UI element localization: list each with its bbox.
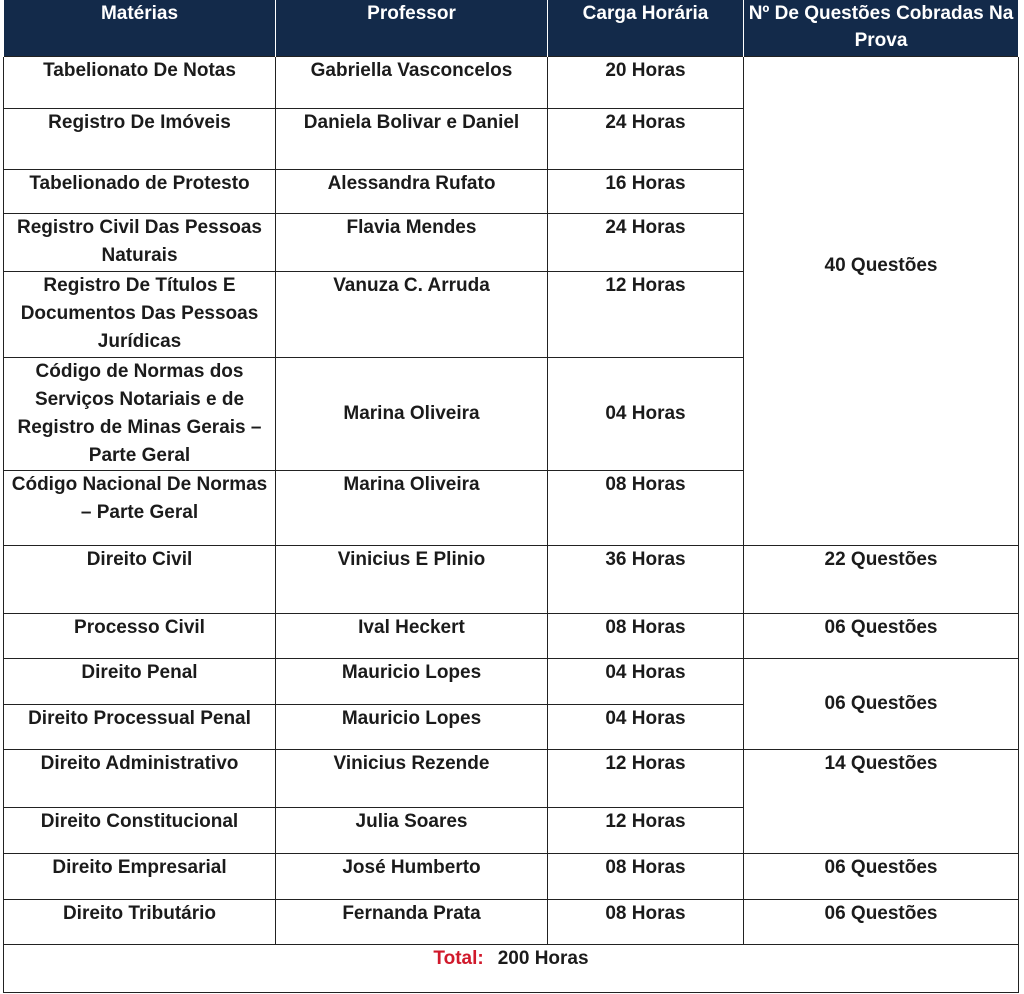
subject-cell: Direito Processual Penal <box>4 704 276 749</box>
total-cell <box>4 944 1019 992</box>
total-row <box>4 944 1019 992</box>
questions-cell-empresarial: 06 Questões <box>744 853 1019 899</box>
hours-cell: 04 Horas <box>548 658 744 704</box>
header-questions: Nº De Questões Cobradas Na Prova <box>744 0 1019 56</box>
hours-cell: 36 Horas <box>548 545 744 613</box>
professor-cell: Daniela Bolivar e Daniel <box>276 108 548 169</box>
professor-cell: Vinicius Rezende <box>276 749 548 807</box>
table-row <box>4 613 1019 658</box>
header-professor: Professor <box>276 0 548 56</box>
questions-cell-civil: 22 Questões <box>744 545 1019 613</box>
table-row <box>4 749 1019 807</box>
hours-cell: 20 Horas <box>548 56 744 108</box>
hours-cell: 12 Horas <box>548 807 744 853</box>
professor-cell: Mauricio Lopes <box>276 658 548 704</box>
table-row <box>4 545 1019 613</box>
questions-cell-tributario: 06 Questões <box>744 899 1019 944</box>
subject-cell: Direito Civil <box>4 545 276 613</box>
subject-cell: Registro Civil Das Pessoas Naturais <box>4 213 276 271</box>
professor-cell: Flavia Mendes <box>276 213 548 271</box>
hours-cell: 04 Horas <box>548 357 744 470</box>
hours-cell: 08 Horas <box>548 470 744 545</box>
hours-cell: 24 Horas <box>548 213 744 271</box>
hours-cell: 08 Horas <box>548 853 744 899</box>
hours-cell: 12 Horas <box>548 749 744 807</box>
questions-cell-admin-const-group: 14 Questões <box>744 749 1019 853</box>
professor-cell: Marina Oliveira <box>276 357 548 470</box>
course-table <box>3 0 1019 993</box>
hours-cell: 24 Horas <box>548 108 744 169</box>
hours-cell: 12 Horas <box>548 271 744 357</box>
subject-cell: Direito Constitucional <box>4 807 276 853</box>
table-row <box>4 56 1019 108</box>
subject-cell: Tabelionado de Protesto <box>4 169 276 213</box>
table-row <box>4 899 1019 944</box>
subject-cell: Registro De Imóveis <box>4 108 276 169</box>
subject-cell: Tabelionato De Notas <box>4 56 276 108</box>
subject-cell: Direito Empresarial <box>4 853 276 899</box>
subject-cell: Direito Administrativo <box>4 749 276 807</box>
subject-cell: Código de Normas dos Serviços Notariais e de Registro de Minas Gerais – Parte Geral <box>4 357 276 470</box>
table-row <box>4 853 1019 899</box>
professor-cell: Marina Oliveira <box>276 470 548 545</box>
subject-cell: Processo Civil <box>4 613 276 658</box>
professor-cell: Mauricio Lopes <box>276 704 548 749</box>
professor-cell: Julia Soares <box>276 807 548 853</box>
subject-cell: Registro De Títulos E Documentos Das Pessoas Jurídicas <box>4 271 276 357</box>
professor-cell: Ival Heckert <box>276 613 548 658</box>
hours-cell: 16 Horas <box>548 169 744 213</box>
subject-cell: Direito Penal <box>4 658 276 704</box>
questions-cell-penal-group: 06 Questões <box>744 658 1019 749</box>
hours-cell: 08 Horas <box>548 899 744 944</box>
header-row <box>4 0 1019 56</box>
professor-cell: José Humberto <box>276 853 548 899</box>
table-row <box>4 658 1019 704</box>
questions-cell-registry-group: 40 Questões <box>744 56 1019 545</box>
professor-cell: Vanuza C. Arruda <box>276 271 548 357</box>
professor-cell: Vinicius E Plinio <box>276 545 548 613</box>
total-value: 200 Horas <box>497 947 589 969</box>
hours-cell: 04 Horas <box>548 704 744 749</box>
header-subject: Matérias <box>4 0 276 56</box>
header-hours: Carga Horária <box>548 0 744 56</box>
professor-cell: Gabriella Vasconcelos <box>276 56 548 108</box>
subject-cell: Direito Tributário <box>4 899 276 944</box>
professor-cell: Fernanda Prata <box>276 899 548 944</box>
hours-cell: 08 Horas <box>548 613 744 658</box>
subject-cell: Código Nacional De Normas – Parte Geral <box>4 470 276 545</box>
total-label: Total: <box>433 947 484 969</box>
questions-cell-process-civil: 06 Questões <box>744 613 1019 658</box>
professor-cell: Alessandra Rufato <box>276 169 548 213</box>
